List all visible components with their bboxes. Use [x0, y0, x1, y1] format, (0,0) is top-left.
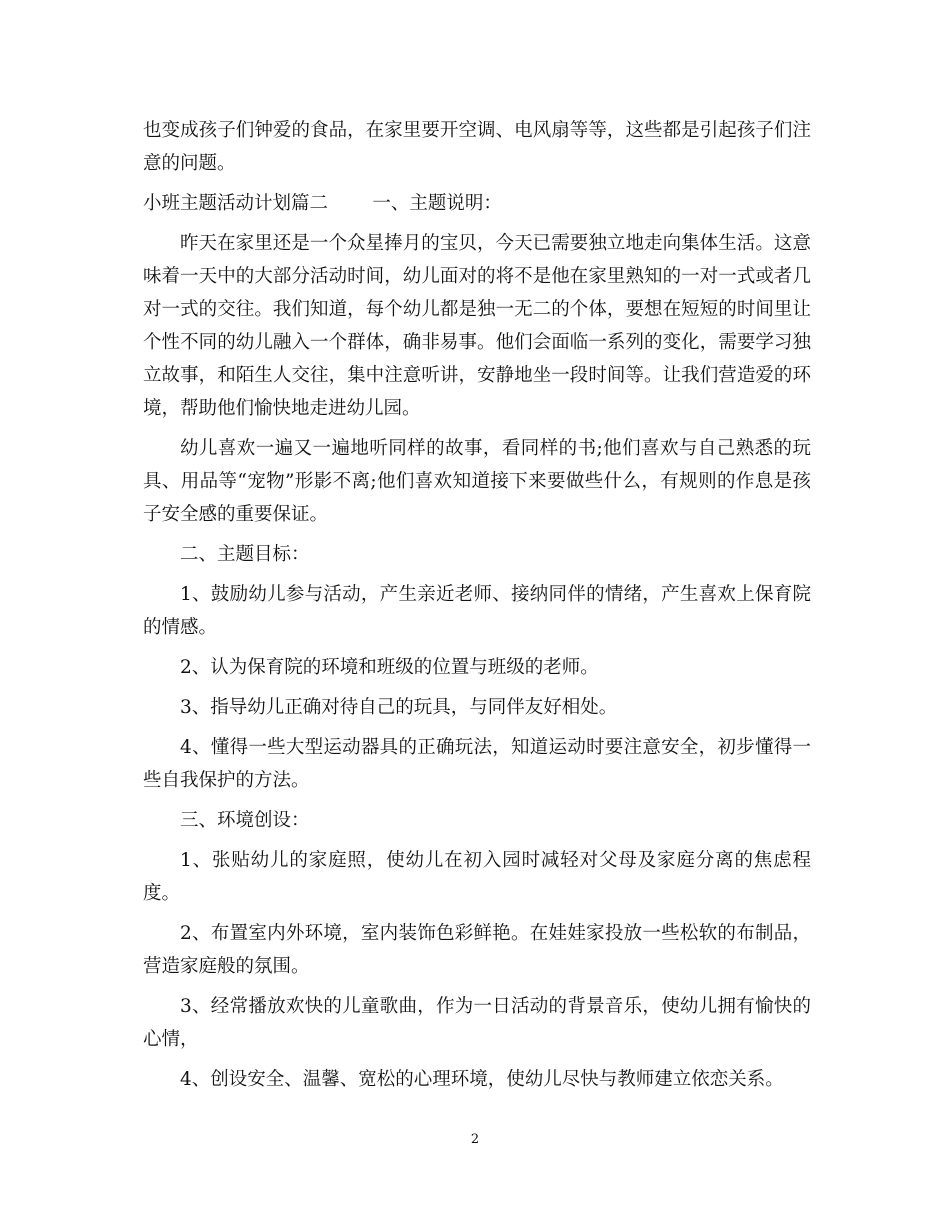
section-heading: 二、主题目标：: [180, 544, 310, 565]
page-number: 2: [470, 1132, 480, 1147]
list-item: 3、指导幼儿正确对待自己的玩具，与同伴友好相处。: [180, 697, 618, 718]
section-title-line: [143, 187, 811, 220]
section-heading: 一、主题说明：: [372, 193, 502, 214]
list-item: 3、经常播放欢快的儿童歌曲，作为一日活动的背景音乐，使幼儿拥有愉快的心情，: [143, 996, 811, 1050]
paragraph: 也变成孩子们钟爱的食品，在家里要开空调、电风扇等等，这些都是引起孩子们注意的问题。: [143, 120, 811, 174]
paragraph: 幼儿喜欢一遍又一遍地听同样的故事，看同样的书;他们喜欢与自己熟悉的玩具、用品等“宠物”形影不离;他们喜欢知道接下来要做些什么，有规则的作息是孩子安全感的重要保证。: [143, 438, 811, 525]
list-item: 4、创设安全、温馨、宽松的心理环境，使幼儿尽快与教师建立依恋关系。: [180, 1069, 784, 1090]
list-item: 2、布置室内外环境，室内装饰色彩鲜艳。在娃娃家投放一些松软的布制品，营造家庭般的氛围。: [143, 923, 811, 977]
list-item: 4、懂得一些大型运动器具的正确玩法，知道运动时要注意安全，初步懂得一些自我保护的方法。: [143, 737, 811, 791]
list-item: 2、认为保育院的环境和班级的位置与班级的老师。: [180, 657, 599, 678]
list-item: 1、张贴幼儿的家庭照，使幼儿在初入园时减轻对父母及家庭分离的焦虑程度。: [143, 850, 811, 904]
document-section-title: 小班主题活动计划篇二: [143, 193, 329, 214]
list-item: 1、鼓励幼儿参与活动，产生亲近老师、接纳同伴的情绪，产生喜欢上保育院的情感。: [143, 584, 811, 638]
paragraph: 昨天在家里还是一个众星捧月的宝贝，今天已需要独立地走向集体生活。这意味着一天中的大部分活动时间，幼儿面对的将不是他在家里熟知的一对一式或者几对一式的交往。我们知道，每个幼儿都是独一无二的个体，要想在短短的时间里让个性不同的幼儿融入一个群体，确非易事。他们会面临一系列的变化，需要学习独立故事，和陌生人交往，集中注意听讲，安静地坐一段时间等。让我们营造爱的环境，帮助他们愉快地走进幼儿园。: [143, 233, 811, 419]
section-heading: 三、环境创设：: [180, 810, 310, 831]
document-body: [143, 114, 811, 1096]
